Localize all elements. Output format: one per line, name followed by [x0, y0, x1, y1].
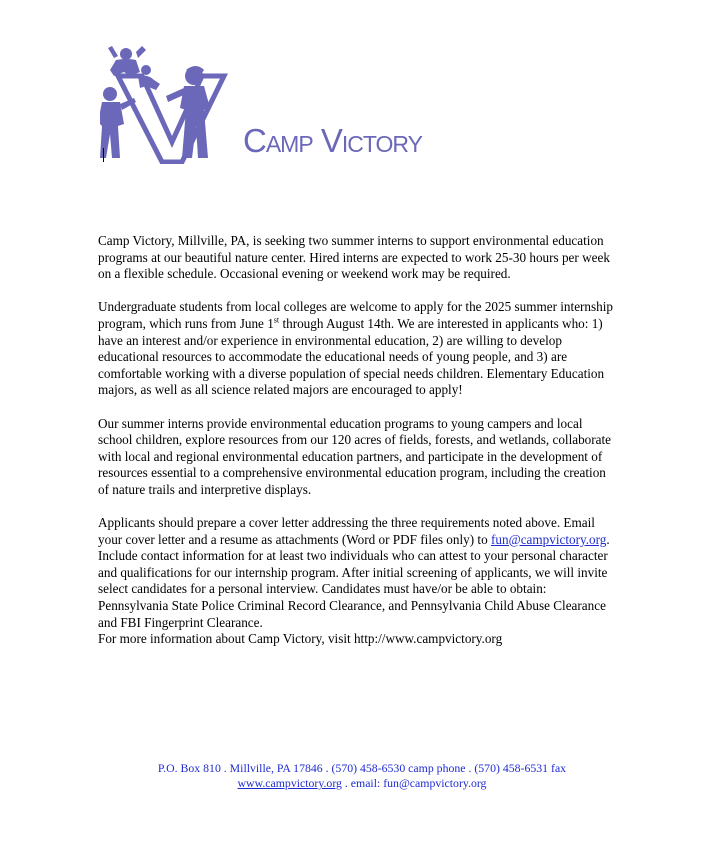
paragraph-eligibility-part2: through August 14th. We are interested in applicants who: 1) have an interest and/or experience in environmental education, 2) are willing to develop educational resources to accommodate the educational needs of young people, and 3) are comfortable working with a diverse population of special needs children. Elementary Education majors, as well as all science related majors are encouraged to apply! — [98, 315, 605, 398]
footer-address-line: P.O. Box 810 . Millville, PA 17846 . (570) 458-6530 camp phone . (570) 458-6531 fax — [157, 761, 567, 775]
camp-victory-logo-icon — [100, 46, 240, 164]
letterhead-footer — [98, 761, 626, 791]
paragraph-eligibility — [98, 299, 618, 399]
paragraph-application-part2: . Include contact information for at least two individuals who can attest to your personal character and qualifications for our internship program. After initial screening of applicants, we will invite select candidates for a personal interview. Candidates must have/or be able to obtain: Pennsylvania State Police Criminal Record Clearance, and Pennsylvania Child Abuse Clearance and FBI Fingerprint Clearance. — [98, 531, 610, 630]
camp-victory-wordmark: Camp Victory — [243, 122, 422, 159]
paragraph-duties: Our summer interns provide environmental education programs to young campers and local school children, explore resources from our 120 acres of fields, forests, and wetlands, collaborate with local and regional environmental education partners, and participate in the development of resources essential to a comprehensive environmental education program, including the creation of nature trails and interpretive displays. — [98, 415, 612, 497]
letter-body — [98, 233, 618, 648]
paragraph-intro: Camp Victory, Millville, PA, is seeking two summer interns to support environmental education programs at our beautiful nature center. Hired interns are expected to work 25-30 hours per week on a flexible schedule. Occasional evening or weekend work may be required. — [98, 233, 610, 282]
paragraph-more-info: For more information about Camp Victory, visit http://www.campvictory.org — [98, 631, 503, 647]
footer-contact-line — [98, 776, 626, 791]
paragraph-application-part1: Applicants should prepare a cover letter addressing the three requirements noted above. Email your cover letter and a resume as attachments (Word or PDF files only) to — [98, 515, 595, 547]
footer-website-link[interactable]: www.campvictory.org — [237, 776, 342, 790]
text-cursor — [103, 148, 104, 162]
footer-email-text: . email: fun@campvictory.org — [341, 776, 487, 790]
ordinal-suffix: st — [273, 315, 280, 325]
paragraph-eligibility-part1: Undergraduate students from local colleges are welcome to apply for the 2025 summer internship program, which runs from June 1 — [98, 299, 614, 331]
email-link[interactable]: fun@campvictory.org — [490, 531, 607, 547]
paragraph-application — [98, 515, 618, 648]
